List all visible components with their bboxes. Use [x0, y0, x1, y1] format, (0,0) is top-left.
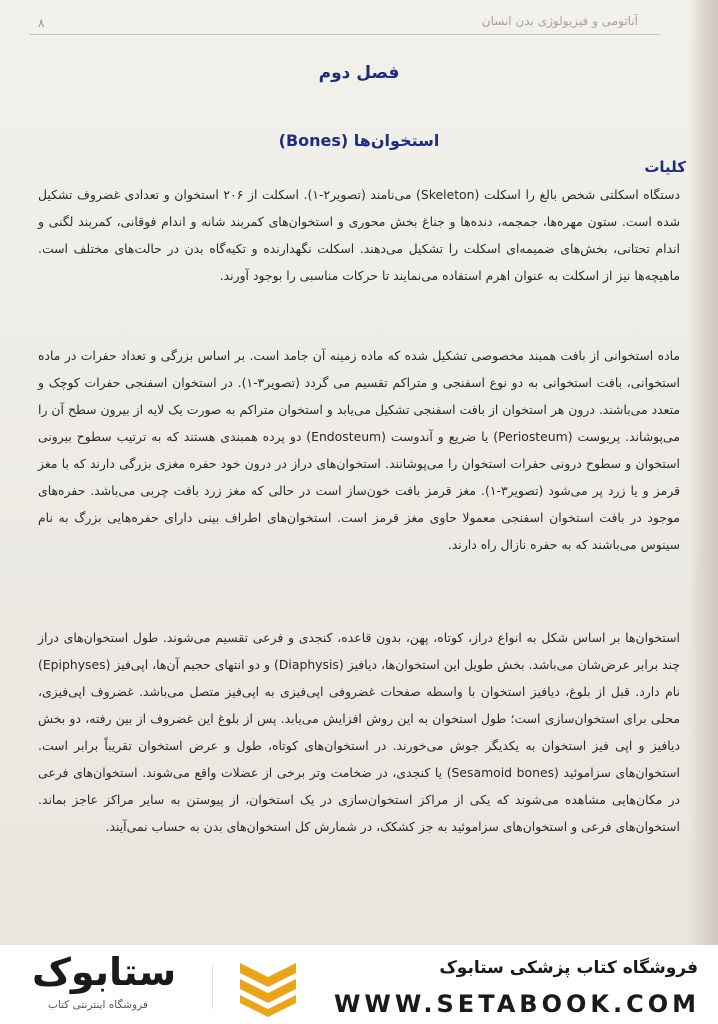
store-name: فروشگاه کتاب پزشکی ستابوک: [439, 958, 698, 978]
brand-logo-word: ستابوک: [32, 950, 177, 994]
brand-chevron-icon: [236, 957, 300, 1017]
running-head: آناتومی و فیزیولوژی بدن انسان: [481, 14, 638, 28]
brand-logo-tagline: فروشگاه اینترنتی کتاب: [48, 999, 148, 1011]
section-title: استخوان‌ها (Bones): [278, 131, 440, 150]
logo-divider: [212, 965, 213, 1009]
section-subheading: کلیات: [644, 158, 686, 176]
paragraph-skeleton-overview: دستگاه اسکلتی شخص بالغ را اسکلت (Skeleton) می‌نامند (تصویر۲-۱). اسکلت از ۲۰۶ استخوان و تعدادی غضروف تشکیل شده است. ستون مهره‌ها، جمجمه، دنده‌ها و جناغ بخش محوری و استخوان‌های کمربند شانه و اندام فوقانی، کمربند لگنی و اندام تحتانی، بخش‌های ضمیمه‌ای اسکلت را تشکیل می‌دهند. اسکلت نگهدارنده و تکیه‌گاه بدن در حالت‌های مختلف است. ماهیچه‌ها نیز از اسکلت به عنوان اهرم استفاده می‌نمایند تا حرکات مناسبی را بوجود آورند.: [38, 187, 680, 283]
paragraph-bone-tissue: ماده استخوانی از بافت همبند مخصوصی تشکیل شده که ماده زمینه آن جامد است. بر اساس بزرگی و تعداد حفرات در ماده استخوانی، بافت استخوانی به دو نوع اسفنجی و متراکم تقسیم می گردد (تصویر۳-۱). در استخوان اسفنجی حفرات کوچک و متعدد می‌باشند. درون هر استخوان از بافت اسفنجی تشکیل می‌یابد و استخوان متراکم به صورت یک لایه از بیرون سطح آن را می‌پوشاند. پریوست (Periosteum) یا ضریع و آندوست (Endosteum) دو پرده همبندی هستند که به ترتیب سطوح بیرونی استخوان و سطوح درونی حفرات استخوان را می‌پوشانند. استخوان‌های دراز در درون خود حفره مغزی بزرگی دارند که با مغز قرمز و یا زرد پر می‌شود (تصویر۳-۱). مغز قرمز بافت خون‌ساز است در حالی که مغز زرد بافت چربی می‌باشد. حفره‌های موجود در بافت استخوان اسفنجی معمولا حاوی مغز قرمز است. استخوان‌های اطراف بینی دارای حفره‌هایی بزرگ به نام سینوس می‌باشند که به حفره نازال راه دارند.: [38, 348, 680, 552]
store-url: WWW.SETABOOK.COM: [333, 990, 700, 1018]
page-number: ۸: [38, 16, 45, 30]
header-rule: [30, 34, 660, 35]
paragraph-bone-types: استخوان‌ها بر اساس شکل به انواع دراز، کوتاه، پهن، بدون قاعده، کنجدی و فرعی تقسیم می‌شوند. طول استخوان‌های دراز چند برابر عرض‌شان می‌باشد. بخش طویل این استخوان‌ها، دیافیز (Diaphysis) و دو انتهای حجیم آن‌ها، اپی‌فیز (Epiphyses) نام دارد. قبل از بلوغ، دیافیز استخوان با واسطه صفحات غضروفی اپی‌فیزی به اپی‌فیز متصل می‌باشد. غضروف اپی‌فیزی، محلی برای استخوان‌سازی است؛ طول استخوان به این روش افزایش می‌یابد. پس از بلوغ این غضروف از بین رفته، دو بخش دیافیز و اپی فیز استخوان به یکدیگر جوش می‌خورند. در استخوان‌های کوتاه، طول و عرض استخوان تقریباً برابر است. استخوان‌های سزاموئید (Sesamoid bones) یا کنجدی، در ضخامت وتر برخی از عضلات واقع می‌شوند. استخوان‌های فرعی در مکان‌هایی مشاهده می‌شوند که یکی از مراکز استخوان‌سازی در یک استخوان، از پیوستن به سایر مراکز عاجز بماند. استخوان‌های فرعی و استخوان‌های سزاموئید به جز کشکک، در شمارش کل استخوان‌های بدن به حساب نمی‌آیند.: [38, 630, 680, 834]
chapter-title: فصل دوم: [318, 63, 400, 83]
